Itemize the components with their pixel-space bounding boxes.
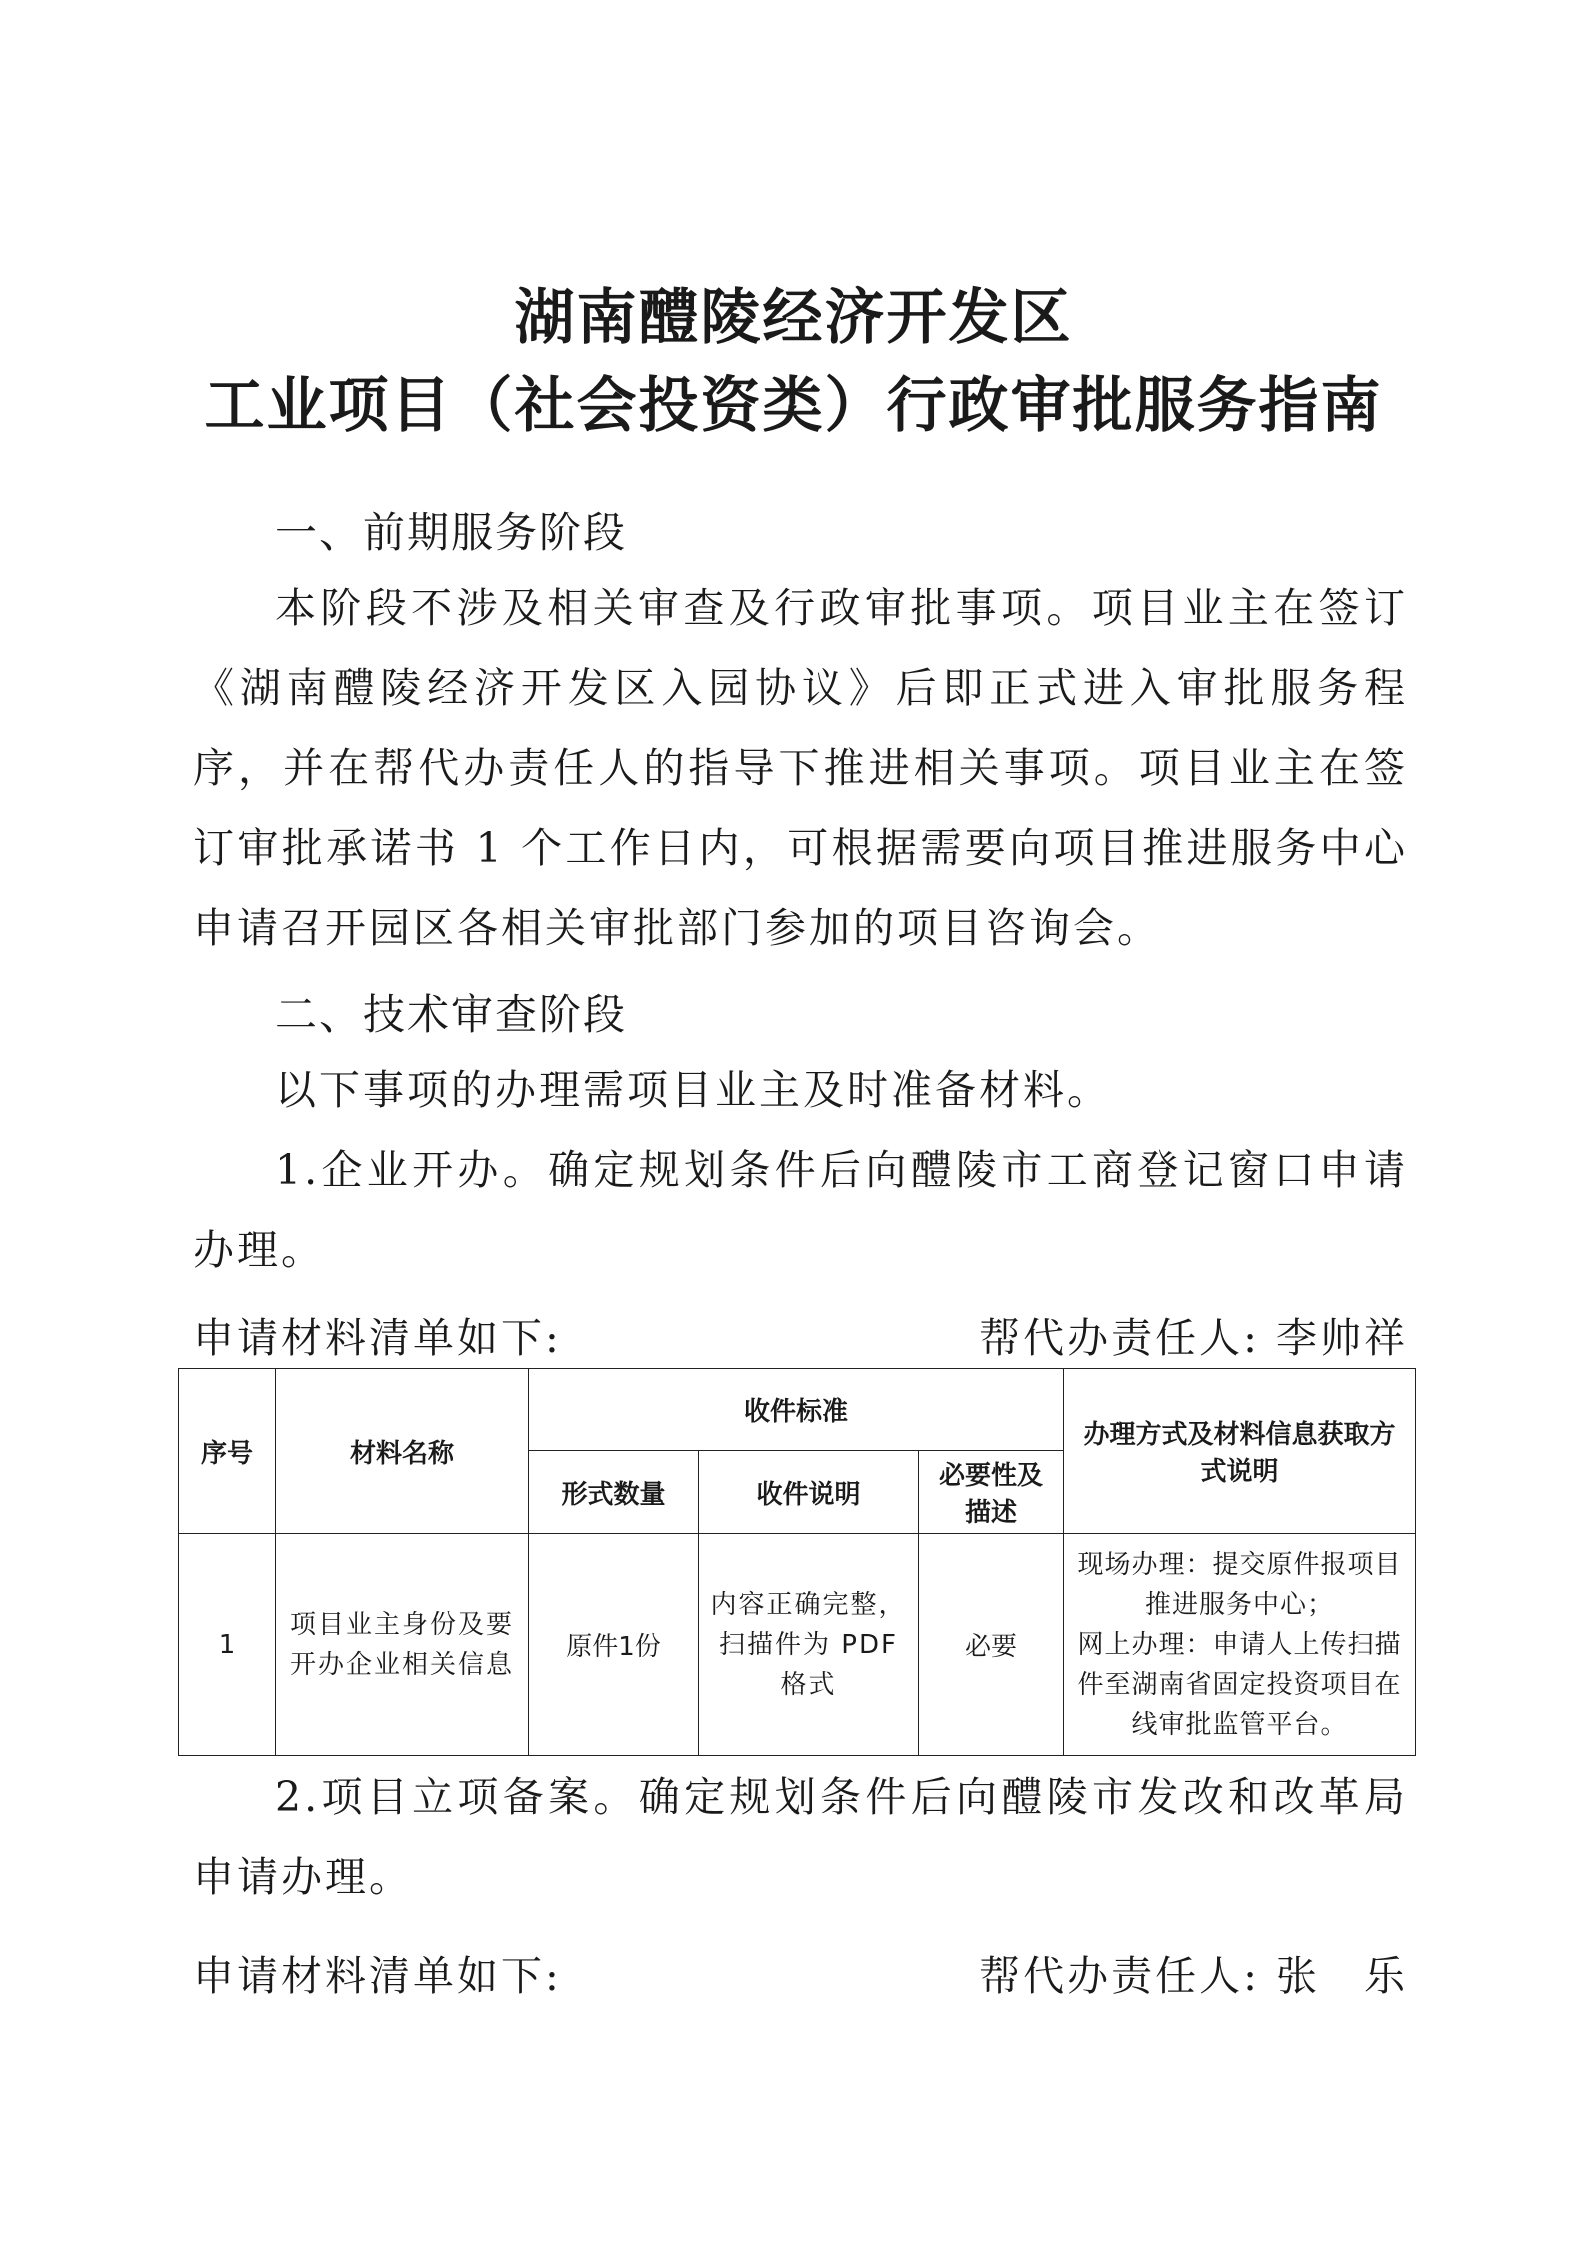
materials-list-header-2	[193, 1943, 1408, 2003]
document-title-line2: 工业项目（社会投资类）行政审批服务指南	[204, 371, 1383, 441]
method-onsite: 现场办理：提交原件报项目推进服务中心；	[1077, 1549, 1402, 1620]
materials-list-label: 申请材料清单如下:	[193, 1314, 562, 1362]
cell-method	[1064, 1534, 1416, 1756]
cell-material-name: 项目业主身份及要开办企业相关信息	[276, 1534, 529, 1756]
item-enterprise-setup: 1.企业开办。确定规划条件后向醴陵市工商登记窗口申请办理。	[193, 1146, 1408, 1274]
responsible-person: 帮代办责任人: 张 乐	[979, 1952, 1408, 2000]
cell-necessity: 必要	[919, 1534, 1064, 1756]
table-row	[179, 1534, 1416, 1756]
materials-list-header-1	[193, 1305, 1408, 1365]
cell-receiving-note: 内容正确完整，扫描件为 PDF 格式	[699, 1534, 919, 1756]
header-necessity: 必要性及描述	[919, 1451, 1064, 1534]
section-intro-technical-review: 以下事项的办理需项目业主及时准备材料。	[275, 1066, 1111, 1114]
section-heading-technical-review: 二、技术审查阶段	[275, 990, 628, 1039]
method-online: 网上办理：申请人上传扫描件至湖南省固定投资项目在线审批监管平台。	[1077, 1629, 1402, 1740]
header-form-quantity: 形式数量	[529, 1451, 699, 1534]
cell-form-quantity: 原件1份	[529, 1534, 699, 1756]
header-method: 办理方式及材料信息获取方式说明	[1064, 1369, 1416, 1534]
cell-no: 1	[179, 1534, 276, 1756]
document-title-line1: 湖南醴陵经济开发区	[514, 283, 1073, 353]
header-receiving-note: 收件说明	[699, 1451, 919, 1534]
header-receiving-standard: 收件标准	[529, 1369, 1064, 1451]
item-project-filing: 2.项目立项备案。确定规划条件后向醴陵市发改和改革局申请办理。	[193, 1773, 1408, 1901]
header-no: 序号	[179, 1369, 276, 1534]
header-material-name: 材料名称	[276, 1369, 529, 1534]
materials-list-label: 申请材料清单如下:	[193, 1952, 562, 2000]
responsible-person: 帮代办责任人: 李帅祥	[979, 1314, 1408, 1362]
section-heading-preliminary: 一、前期服务阶段	[275, 508, 628, 557]
materials-table	[178, 1368, 1416, 1756]
section-paragraph-preliminary: 本阶段不涉及相关审查及行政审批事项。项目业主在签订《湖南醴陵经济开发区入园协议》后即正式进入审批服务程序，并在帮代办责任人的指导下推进相关事项。项目业主在签订审批承诺书 1 个工作日内，可根据需要向项目推进服务中心申请召开园区各相关审批部门参加的项目咨询会。	[193, 584, 1408, 952]
